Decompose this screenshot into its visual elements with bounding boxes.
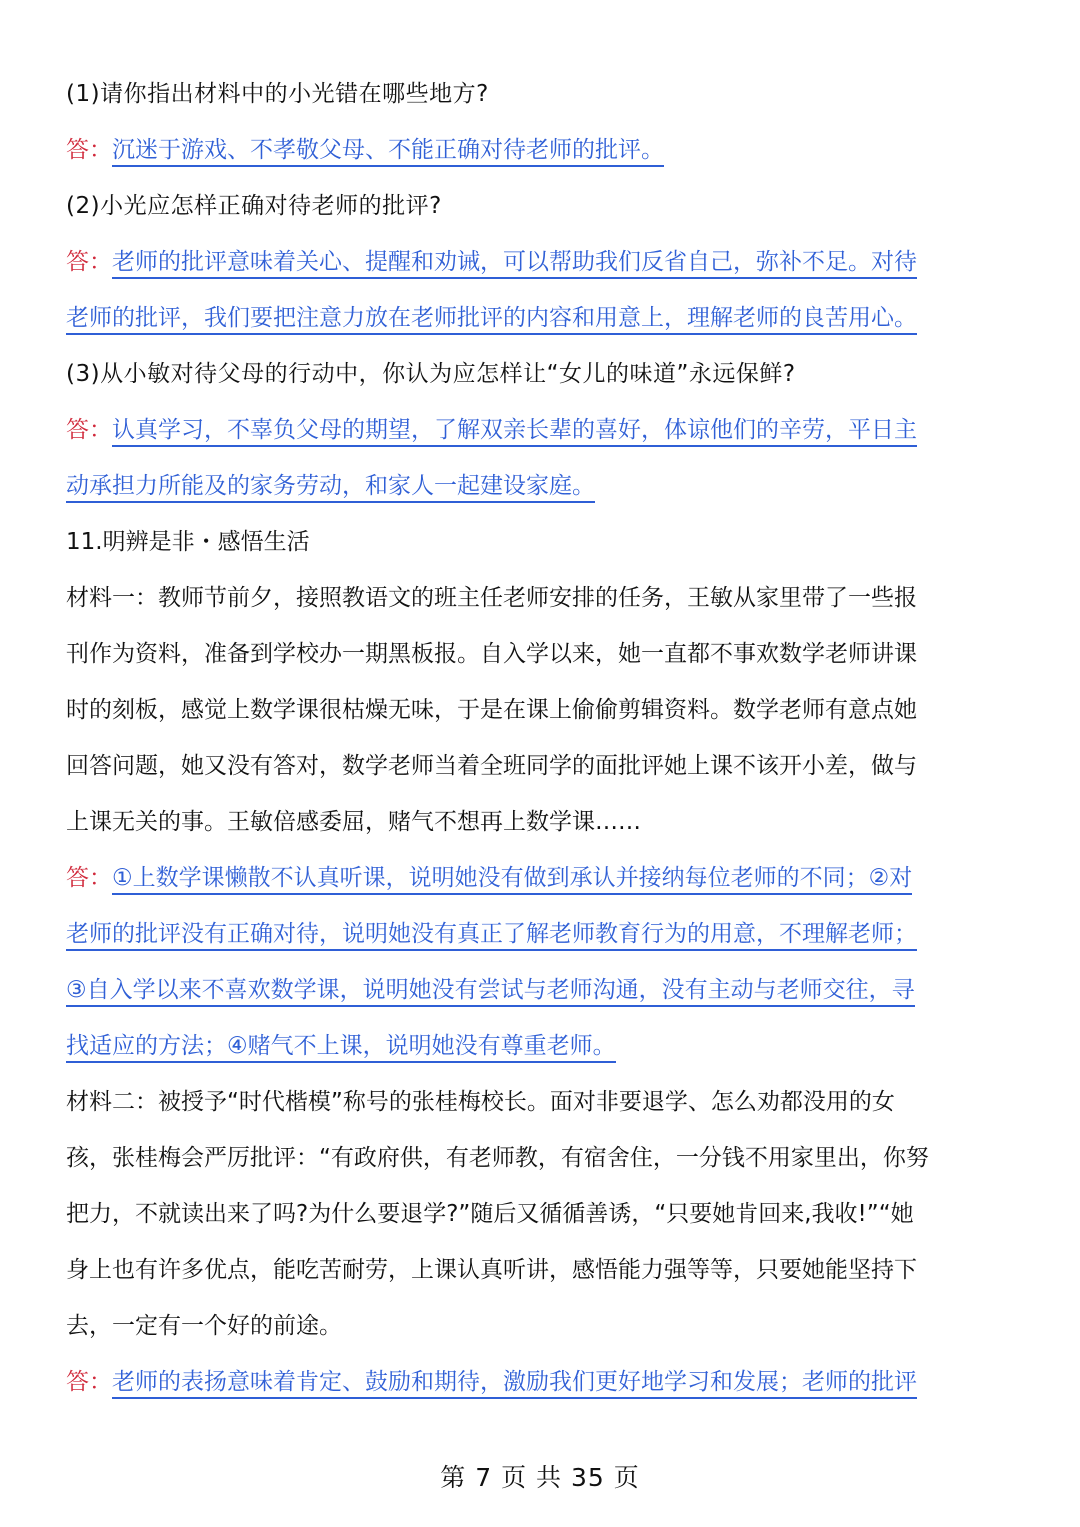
answer-text: 老师的批评意味着关心、提醒和劝诫，可以帮助我们反省自己，弥补不足。对待 (112, 249, 917, 279)
answer-text: 认真学习，不辜负父母的期望，了解双亲长辈的喜好，体谅他们的辛劳，平日主 (112, 417, 917, 447)
answer-label: 答： (66, 137, 112, 163)
material-1-line-1: 材料一：教师节前夕，接照教语文的班主任老师安排的任务，王敏从家里带了一些报 (66, 585, 917, 611)
answer-4-line-1 (66, 850, 1016, 906)
material-2-line-2: 孩，张桂梅会严厉批评：“有政府供，有老师教，有宿舍住，一分钱不用家里出，你努 (66, 1145, 929, 1171)
material-1-line-5: 上课无关的事。王敏倍感委屈，赌气不想再上数学课…… (66, 809, 641, 835)
answer-label: 答： (66, 865, 112, 891)
question-1: (1)请你指出材料中的小光错在哪些地方? (66, 81, 489, 107)
answer-4-line-2 (66, 906, 1016, 962)
material-2-line-4: 身上也有许多优点，能吃苦耐劳，上课认真听讲，感悟能力强等等，只要她能坚持下 (66, 1257, 917, 1283)
answer-text: 找适应的方法；④赌气不上课，说明她没有尊重老师。 (66, 1033, 616, 1063)
answer-5-line-1 (66, 1354, 1016, 1410)
answer-1 (66, 122, 1016, 178)
answer-text: 沉迷于游戏、不孝敬父母、不能正确对待老师的批评。 (112, 137, 664, 167)
answer-text: 老师的批评，我们要把注意力放在老师批评的内容和用意上，理解老师的良苦用心。 (66, 305, 917, 335)
answer-3-line-1 (66, 402, 1016, 458)
answer-text: 老师的批评没有正确对待，说明她没有真正了解老师教育行为的用意，不理解老师； (66, 921, 917, 951)
answer-label: 答： (66, 1369, 112, 1395)
question-2: (2)小光应怎样正确对待老师的批评? (66, 193, 442, 219)
answer-label: 答： (66, 417, 112, 443)
material-2-line-1: 材料二：被授予“时代楷模”称号的张桂梅校长。面对非要退学、怎么劝都没用的女 (66, 1089, 895, 1115)
material-2-line-5: 去，一定有一个好的前途。 (66, 1313, 342, 1339)
answer-4-line-3 (66, 962, 1016, 1018)
answer-text: ①上数学课懒散不认真听课，说明她没有做到承认并接纳每位老师的不同；②对 (112, 865, 912, 895)
material-1-line-2: 刊作为资料，准备到学校办一期黑板报。自入学以来，她一直都不事欢数学老师讲课 (66, 641, 917, 667)
answer-text: 老师的表扬意味着肯定、鼓励和期待，激励我们更好地学习和发展；老师的批评 (112, 1369, 917, 1399)
question-3: (3)从小敏对待父母的行动中，你认为应怎样让“女儿的味道”永远保鲜? (66, 361, 796, 387)
material-1-line-3: 时的刻板，感觉上数学课很枯燥无味，于是在课上偷偷剪辑资料。数学老师有意点她 (66, 697, 917, 723)
answer-2-line-2 (66, 290, 1016, 346)
answer-label: 答： (66, 249, 112, 275)
answer-text: 动承担力所能及的家务劳动，和家人一起建设家庭。 (66, 473, 595, 503)
material-1-line-4: 回答问题，她又没有答对，数学老师当着全班同学的面批评她上课不该开小差，做与 (66, 753, 917, 779)
material-2-line-3: 把力，不就读出来了吗?为什么要退学?”随后又循循善诱，“只要她肯回来,我收!”“她 (66, 1201, 914, 1227)
page-number: 第 7 页 共 35 页 (440, 1463, 640, 1492)
document-page (66, 66, 1016, 1410)
answer-2-line-1 (66, 234, 1016, 290)
answer-4-line-4 (66, 1018, 1016, 1074)
section-11-title: 11.明辨是非・感悟生活 (66, 529, 310, 555)
answer-text: ③自入学以来不喜欢数学课，说明她没有尝试与老师沟通，没有主动与老师交往，寻 (66, 977, 915, 1007)
answer-3-line-2 (66, 458, 1016, 514)
